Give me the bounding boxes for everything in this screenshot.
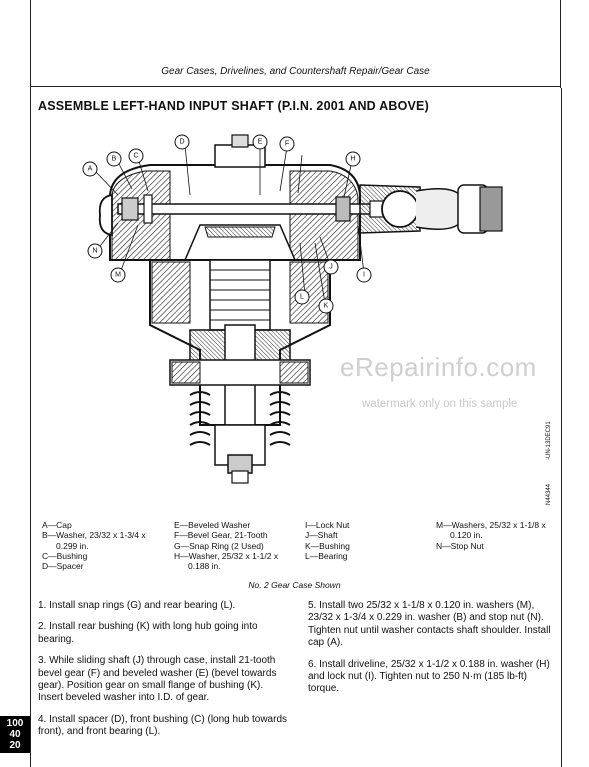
page-number-tab xyxy=(0,716,30,753)
step-1: 1. Install snap rings (G) and rear bearing (L). xyxy=(38,600,236,611)
callout-c: C xyxy=(133,152,139,160)
step-5: 5. Install two 25/32 x 1-1/8 x 0.120 in. washers (M), 23/32 x 1-3/4 x 0.229 in. washer (B) and stop nut (N). Tighten nut until washer contacts shaft shoulder. Install cap (A). xyxy=(308,600,551,649)
callout-j: J xyxy=(329,263,333,271)
callout-k: K xyxy=(323,302,329,310)
step-6: 6. Install driveline, 25/32 x 1-1/2 x 0.188 in. washer (H) and lock nut (I). Tighten nut to 250 N·m (185 lb-ft) torque. xyxy=(308,658,550,695)
callout-d: D xyxy=(179,138,185,146)
legend-column-3 xyxy=(305,520,350,561)
legend-item-a: A—Cap xyxy=(42,520,72,530)
legend-item-d: D—Spacer xyxy=(42,561,84,572)
step-2: 2. Install rear bushing (K) with long hub going into bearing. xyxy=(38,621,258,645)
steps-right-column xyxy=(308,600,556,705)
step-3: 3. While sliding shaft (J) through case, install 21-tooth bevel gear (F) and beveled washer (E) (bevel towards gear). Position gear on small flange of bushing (K). Insert beveled washer into I.D. of gear. xyxy=(38,655,277,704)
page-tab-line-1: 100 xyxy=(6,718,24,729)
legend-item-m-cont: 0.120 in. xyxy=(450,530,483,541)
legend-item-c: C—Bushing xyxy=(42,550,88,561)
step-4: 4. Install spacer (D), front bushing (C) (long hub towards front), and front bearing (L). xyxy=(38,713,287,738)
callout-b: B xyxy=(111,155,117,163)
callout-l: L xyxy=(300,293,304,301)
legend-column-4 xyxy=(436,520,546,551)
page-header: Gear Cases, Drivelines, and Countershaft Repair/Gear Case xyxy=(161,66,430,77)
legend-column-2 xyxy=(174,520,278,571)
legend-item-i: I—Lock Nut xyxy=(305,520,350,530)
legend-item-l: L—Bearing xyxy=(305,550,348,561)
callout-h: H xyxy=(350,155,356,163)
legend-item-b: B—Washer, 23/32 x 1-3/4 x xyxy=(42,530,146,541)
page-tab-line-3: 20 xyxy=(9,740,21,751)
legend-column-1 xyxy=(42,520,146,571)
gear-case-illustration xyxy=(40,125,560,510)
steps-left-column xyxy=(38,600,288,748)
figure-code-number: N44344 xyxy=(546,483,552,505)
legend-item-e: E—Beveled Washer xyxy=(174,520,251,530)
callout-m: M xyxy=(115,271,121,279)
legend-item-k: K—Bushing xyxy=(305,540,350,551)
figure-code-date: -UN-13DEC91 xyxy=(546,421,552,460)
callout-n: N xyxy=(92,247,98,255)
legend-item-j: J—Shaft xyxy=(305,530,338,541)
legend-item-g: G—Snap Ring (2 Used) xyxy=(174,540,264,551)
header-rule xyxy=(30,86,561,87)
callout-e: E xyxy=(257,138,263,146)
legend-item-n: N—Stop Nut xyxy=(436,540,484,551)
gear-case-drawing xyxy=(40,125,560,510)
legend-item-m: M—Washers, 25/32 x 1-1/8 x xyxy=(436,520,546,530)
callout-a: A xyxy=(87,165,93,173)
figure-caption: No. 2 Gear Case Shown xyxy=(248,580,341,590)
section-title: ASSEMBLE LEFT-HAND INPUT SHAFT (P.I.N. 2001 AND ABOVE) xyxy=(38,99,429,113)
watermark-note: watermark only on this sample xyxy=(362,398,518,410)
legend-item-b-cont: 0.299 in. xyxy=(56,540,89,551)
legend-item-f: F—Bevel Gear, 21-Tooth xyxy=(174,530,268,541)
page-tab-line-2: 40 xyxy=(9,729,21,740)
legend-item-h: H—Washer, 25/32 x 1-1/2 x xyxy=(174,550,279,561)
legend-item-h-cont: 0.188 in. xyxy=(188,561,221,572)
callout-i: I xyxy=(363,271,365,279)
watermark-site: eRepairinfo.com xyxy=(340,352,537,382)
callout-f: F xyxy=(284,140,290,148)
